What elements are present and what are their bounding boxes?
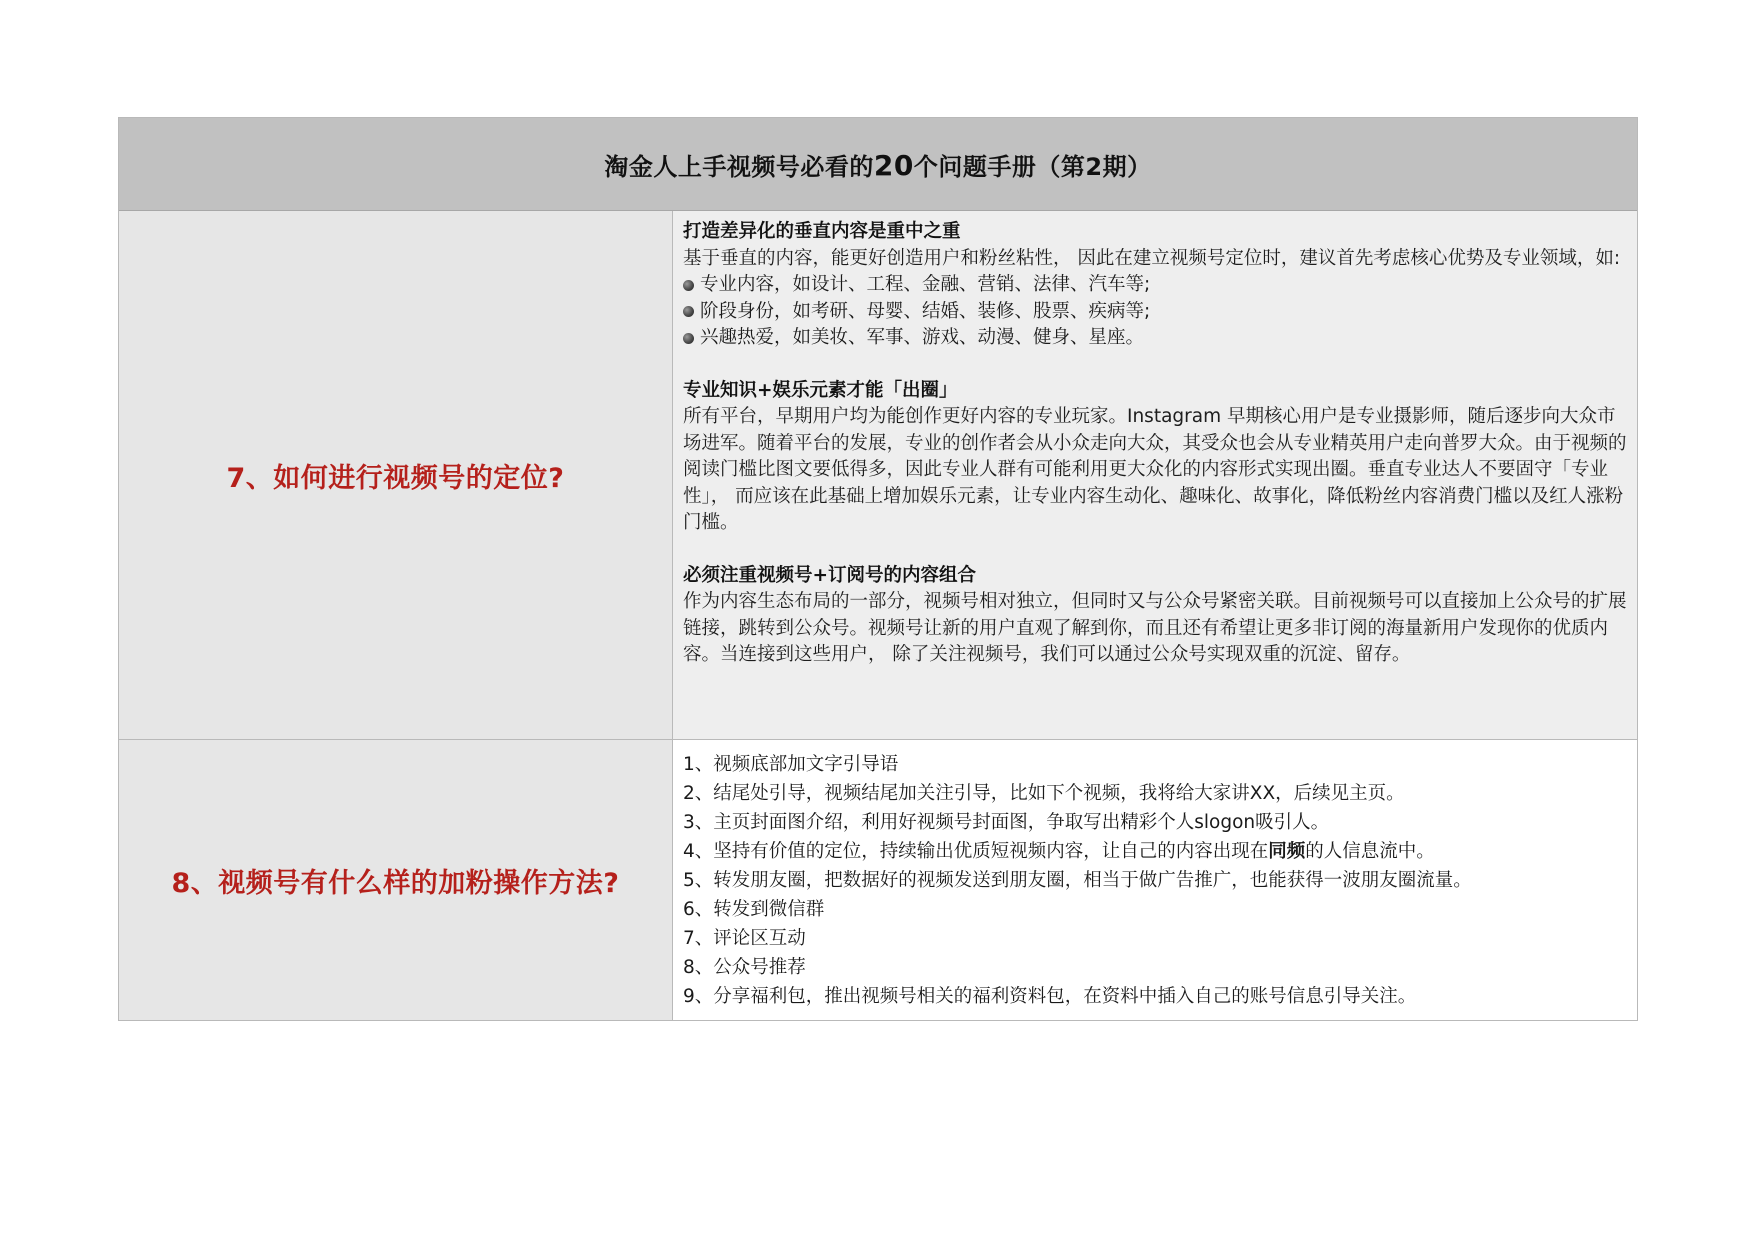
table-header [119,118,1637,211]
title-suffix: 个问题手册（第2期） [913,152,1152,181]
bullet-text: 专业内容，如设计、工程、金融、营销、法律、汽车等; [700,274,1151,295]
question-cell [119,211,673,739]
list-item: 5、转发朋友圈，把数据好的视频发送到朋友圈，相当于做广告推广，也能获得一波朋友圈流量。 [683,870,1472,891]
list-item: 8、公众号推荐 [683,957,806,978]
answer-section [683,378,1629,537]
section-spacer [683,352,1629,378]
bullet-dot-icon [683,306,694,317]
list-item-emphasis: 同频 [1268,841,1306,862]
list-item-text: 的人信息流中。 [1305,841,1435,862]
question-text: 8、视频号有什么样的加粉操作方法? [171,867,620,899]
answer-cell [673,211,1637,739]
page-title [604,147,1151,182]
list-item: 9、分享福利包，推出视频号相关的福利资料包，在资料中插入自己的账号信息引导关注。 [683,986,1417,1007]
question-text: 7、如何进行视频号的定位? [226,462,565,494]
table-row-question-7 [119,211,1637,740]
list-item-text: 4、坚持有价值的定位，持续输出优质短视频内容，让自己的内容出现在 [683,841,1269,862]
list-item: 6、转发到微信群 [683,899,825,920]
list-item: 2、结尾处引导，视频结尾加关注引导，比如下个视频，我将给大家讲XX，后续见主页。 [683,783,1405,804]
bullet-text: 兴趣热爱，如美妆、军事、游戏、动漫、健身、星座。 [700,327,1145,348]
list-item: 3、主页封面图介绍，利用好视频号封面图，争取写出精彩个人slogon吸引人。 [683,812,1330,833]
section-heading: 打造差异化的垂直内容是重中之重 [683,221,961,242]
answer-section [683,563,1629,669]
bullet-item [683,272,1629,299]
section-spacer [683,537,1629,563]
list-item [683,837,1629,866]
bullet-dot-icon [683,333,694,344]
question-cell [119,740,673,1020]
section-heading: 专业知识+娱乐元素才能「出圈」 [683,379,958,401]
bullet-dot-icon [683,280,694,291]
bullet-item [683,299,1629,326]
section-paragraph: 基于垂直的内容，能更好创造用户和粉丝粘性， 因此在建立视频号定位时，建议首先考虑核心优势及专业领域，如: [683,247,1621,269]
section-heading: 必须注重视频号+订阅号的内容组合 [683,564,977,586]
table-row-question-8 [119,740,1637,1020]
qa-table [118,117,1638,1021]
bullet-text: 阶段身份，如考研、母婴、结婚、装修、股票、疾病等; [700,300,1151,322]
title-prefix: 淘金人上手视频号必看的 [604,152,874,181]
section-paragraph: 所有平台，早期用户均为能创作更好内容的专业玩家。Instagram 早期核心用户是专业摄影师，随后逐步向大众市场进军。随着平台的发展，专业的创作者会从小众走向大众，其受众也会从专业精英用户走向普罗大众。由于视频的阅读门槛比图文要低得多，因此专业人群有可能利用更大众化的内容形式实现出圈。垂直专业达人不要固守「专业性」， 而应该在此基础上增加娱乐元素，让专业内容生动化、趣味化、故事化，降低粉丝内容消费门槛以及红人涨粉门槛。 [683,406,1627,533]
list-item: 1、视频底部加文字引导语 [683,754,899,775]
answer-section [683,219,1629,352]
bullet-item [683,325,1629,352]
answer-cell [673,740,1637,1020]
title-number: 20 [873,148,914,182]
section-paragraph: 作为内容生态布局的一部分，视频号相对独立，但同时又与公众号紧密关联。目前视频号可以直接加上公众号的扩展链接，跳转到公众号。视频号让新的用户直观了解到你，而且还有希望让更多非订阅的海量新用户发现你的优质内容。当连接到这些用户， 除了关注视频号，我们可以通过公众号实现双重的沉淀、留存。 [683,591,1627,665]
list-item: 7、评论区互动 [683,928,806,949]
